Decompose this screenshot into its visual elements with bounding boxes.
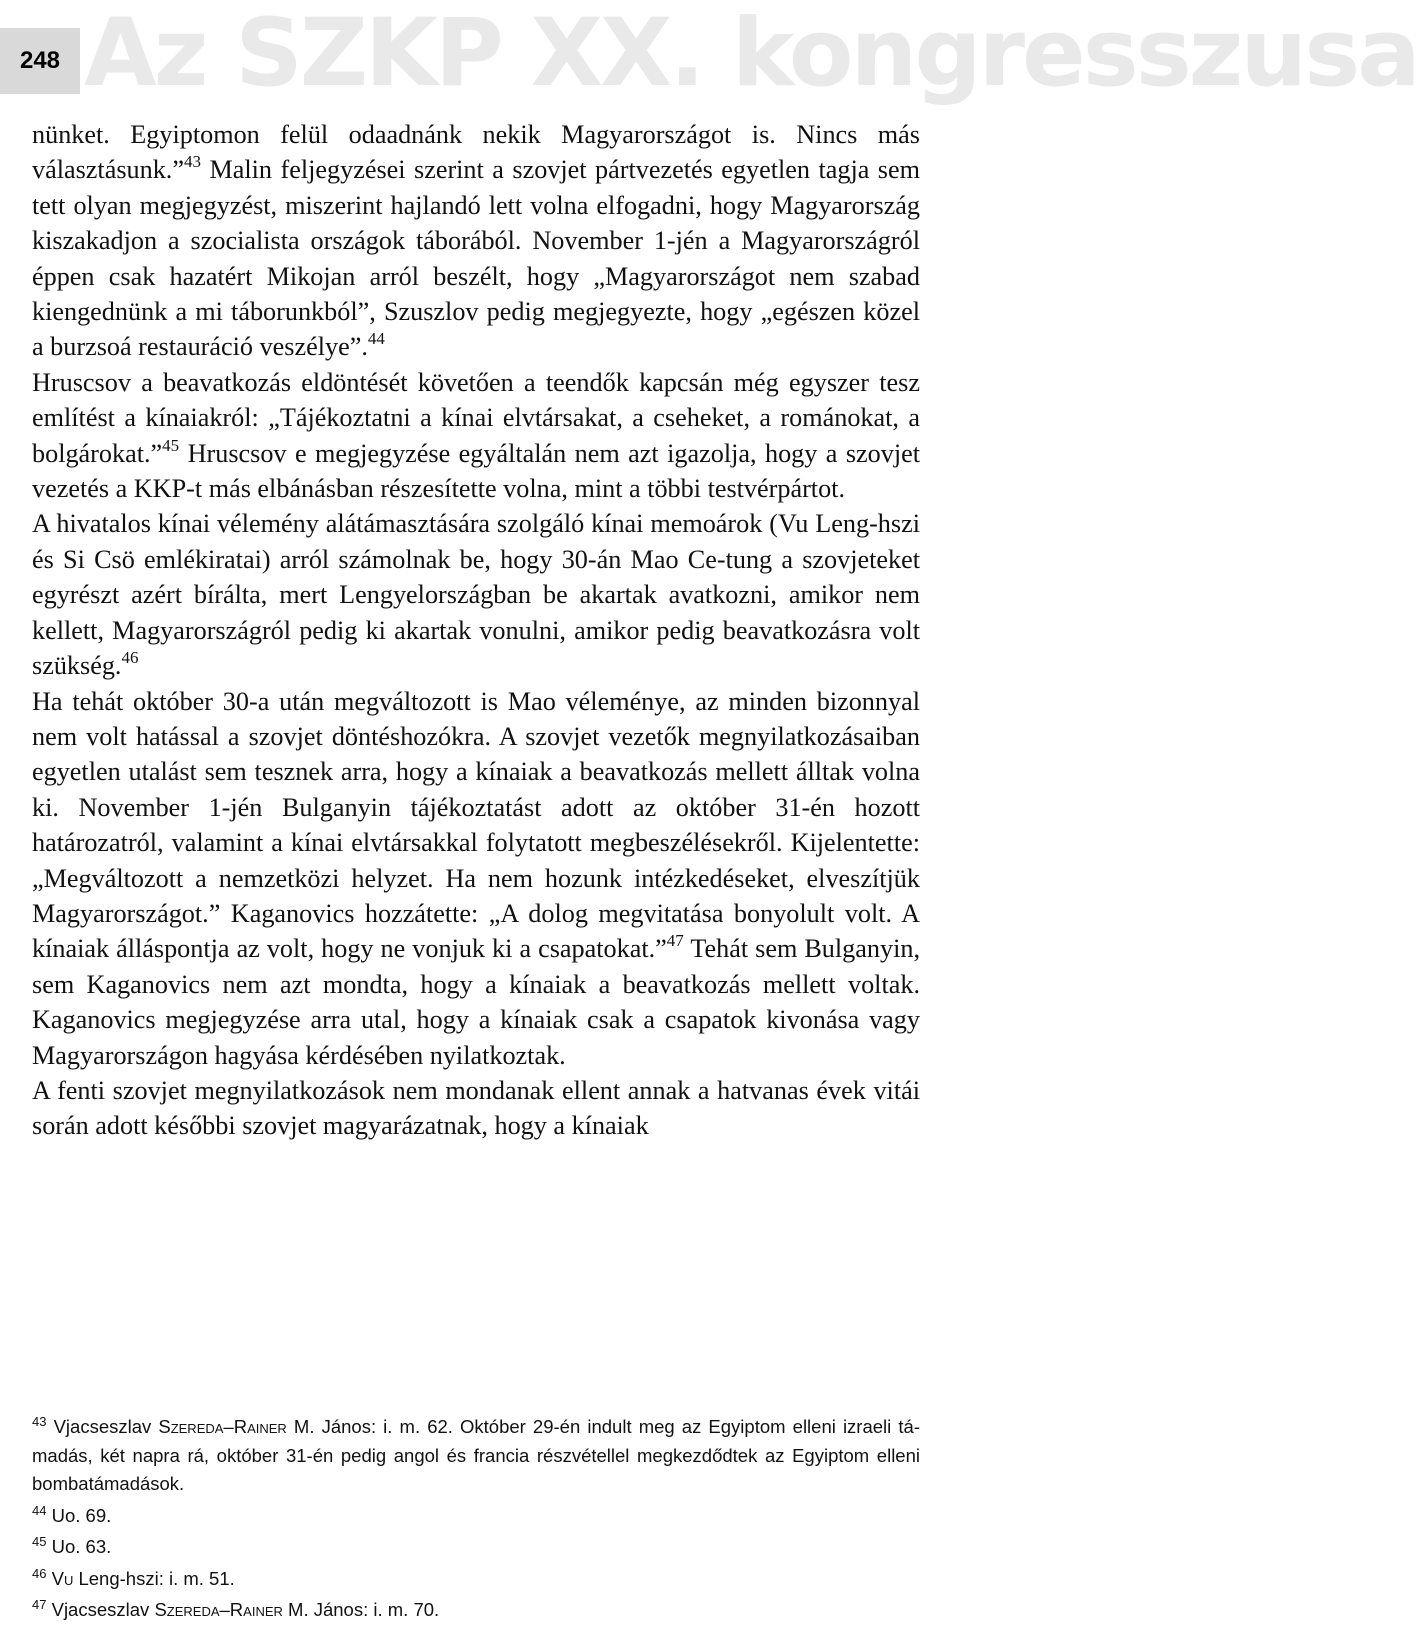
paragraph-5	[32, 1073, 920, 1144]
paragraph-1-text-b: Malin feljegyzései szerint a szovjet pártvezetés egyetlen tagja sem tett olyan megjegyzést, miszerint hajlandó lett volna elfogadni, hogy Magyarország kiszakadjon a szocialista országok táborából. November 1-jén a Magyarországról éppen csak hazatért Mikojan arról beszélt, hogy „Magyarországot nem szabad kiengednünk a mi táborunkból”, Szuszlov pedig megjegyezte, hogy „egészen közel a burzsoá restauráció veszélye”.	[32, 155, 920, 362]
paragraph-3-text: A hivatalos kínai vélemény alátámasztására szolgáló kínai memoárok (Vu Leng-hszi és Si Csö emlékiratai) arról számolnak be, hogy 30-án Mao Ce-tung a szovjeteket egyrészt azért bírálta, mert Lengyelországban be akartak avatkozni, amikor nem kellett, Magyarországról pedig ki akartak vonulni, amikor pedig beavatkozásra volt szükség.	[32, 509, 920, 681]
footnote-number-44: 44	[32, 1502, 47, 1518]
footnote-45	[32, 1533, 920, 1562]
paragraph-1-text-a: nünket. Egyiptomon felül odaadnánk nekik Magyarországot is. Nincs más választásunk.”	[32, 120, 920, 185]
footnote-number-47: 47	[32, 1597, 47, 1612]
footnote-ref-46[interactable]: 46	[121, 648, 139, 668]
footnote-number-43: 43	[32, 1414, 47, 1429]
page-number-text: 248	[19, 47, 61, 74]
footnote-47-author: Szereda–Rainer	[154, 1599, 283, 1620]
footnote-43-text-b: M. János: i. m. 62. Október 29-én indult meg az Egyiptom elleni izraeli támadás, két napra rá, október 31-én pedig angol és francia részvétellel megkezdődtek az Egyiptom elleni bombatámadások.	[32, 1416, 920, 1494]
body-text	[32, 117, 920, 1144]
footnote-46-text: Leng-hszi: i. m. 51.	[73, 1567, 235, 1589]
footnote-ref-47[interactable]: 47	[666, 931, 684, 951]
footnote-44-text: Uo. 69.	[46, 1504, 112, 1526]
paragraph-5-text: A fenti szovjet megnyilatkozások nem mondanak ellent annak a hatvanas évek vitái során adott későbbi szovjet magyarázatnak, hogy a kínaiak	[32, 1075, 920, 1141]
paragraph-2-text-a: Hruscsov a beavatkozás eldöntését követően a teendők kapcsán még egyszer tesz említést a kínaiakról: „Tájékoztatni a kínai elvtársakat, a cseheket, a románokat, a bolgárokat.”	[32, 367, 920, 468]
paragraph-1	[32, 117, 920, 365]
paragraph-4	[32, 684, 920, 1073]
paragraph-4-text-b: Tehát sem Bulganyin, sem Kaganovics nem azt mondta, hogy a kínaiak a beavatkozás mellett voltak. Kaganovics megjegyzése arra utal, hogy a kínaiak csak a csapatok kivonása vagy Magyarországon hagyása kérdésében nyilatkoztak.	[32, 934, 920, 1070]
paragraph-4-text-a: Ha tehát október 30-a után megváltozott is Mao véleménye, az minden bizonnyal nem volt hatással a szovjet döntéshozókra. A szovjet vezetők megnyilatkozásaiban egyetlen utalást sem tesznek arra, hogy a kínaiak a beavatkozás mellett álltak volna ki. November 1-jén Bulganyin tájékoztatást adott az október 31-én hozott határozatról, valamint a kínai elvtársakkal folytatott megbeszélésekről. Kijelentette: „Megváltozott a nemzetközi helyzet. Ha nem hozunk intézkedéseket, elveszítjük Magyarországot.” Kaganovics hozzátette: „A dolog megvitatása bonyolult volt. A kínaiak álláspontja az volt, hogy ne vonjuk ki a csapatokat.”	[32, 686, 920, 964]
footnote-ref-43[interactable]: 43	[183, 152, 201, 172]
footnote-44	[32, 1502, 920, 1531]
footnote-43	[32, 1413, 920, 1499]
footnote-47-text-a: Vjacseszlav	[46, 1599, 155, 1620]
footnote-45-text: Uo. 63.	[46, 1536, 112, 1557]
footnote-46-author: Vu	[51, 1567, 74, 1589]
page-number	[0, 28, 80, 94]
footnote-43-text-a: Vjacseszlav	[46, 1416, 159, 1437]
footnote-46	[32, 1565, 920, 1594]
paragraph-2	[32, 365, 920, 507]
footnote-ref-45[interactable]: 45	[162, 435, 180, 455]
footnote-43-author: Szereda–Rainer	[158, 1416, 287, 1437]
footnote-number-45: 45	[32, 1534, 47, 1549]
footnotes	[32, 1413, 920, 1628]
paragraph-3	[32, 506, 920, 683]
running-title: Az SZKP XX. kongresszusa	[84, 0, 1418, 108]
paragraph-2-text-b: Hruscsov e megjegyzése egyáltalán nem azt igazolja, hogy a szovjet vezetés a KKP-t más elbánásban részesítette volna, mint a többi testvérpártot.	[32, 438, 920, 504]
footnote-47	[32, 1596, 920, 1625]
footnote-ref-44[interactable]: 44	[367, 329, 385, 349]
footnote-47-text-b: M. János: i. m. 70.	[282, 1599, 440, 1620]
footnote-number-46: 46	[32, 1565, 47, 1581]
